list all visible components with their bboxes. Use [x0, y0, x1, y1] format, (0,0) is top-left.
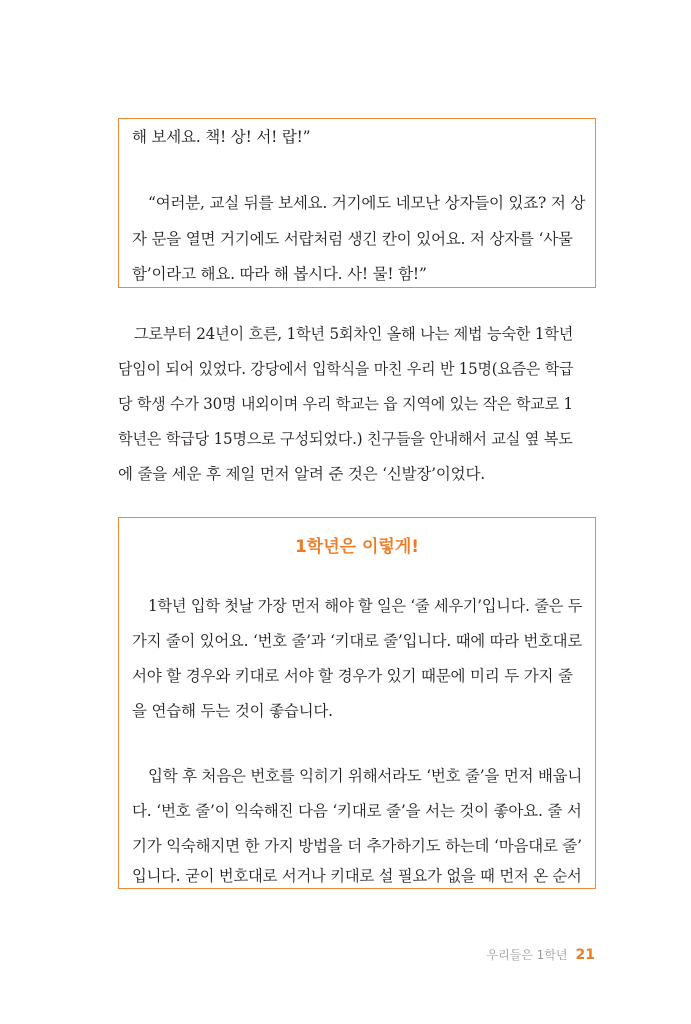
page-footer [487, 946, 596, 963]
body-line-3: 당 학생 수가 30명 내외이며 우리 학교는 읍 지역에 있는 작은 학교로 1 [118, 395, 573, 413]
body-line-5: 에 줄을 세운 후 제일 먼저 알려 준 것은 ‘신발장’이었다. [118, 465, 485, 483]
tip-para2-line-3: 기가 익숙해지면 한 가지 방법을 더 추가하기도 하는데 ‘마음대로 줄’ [132, 837, 582, 855]
body-line-1: 그로부터 24년이 흐른, 1학년 5회차인 올해 나는 제법 능숙한 1학년 [134, 325, 574, 343]
tip-box [118, 517, 596, 889]
body-line-4: 학년은 학급당 15명으로 구성되었다.) 친구들을 안내해서 교실 옆 복도 [118, 430, 573, 448]
tip-para1-line-2: 가지 줄이 있어요. ‘번호 줄’과 ‘키대로 줄’입니다. 때에 따라 번호대로 [132, 632, 583, 650]
tip-para1-line-1: 1학년 입학 첫날 가장 먼저 해야 할 일은 ‘줄 세우기’입니다. 줄은 두 [148, 597, 583, 615]
tip-para2-line-2: 다. ‘번호 줄’이 익숙해진 다음 ‘키대로 줄’을 서는 것이 좋아요. 줄 서 [132, 802, 582, 820]
tip-para1-line-3: 서야 할 경우와 키대로 서야 할 경우가 있기 때문에 미리 두 가지 줄 [132, 667, 573, 685]
box1-line-3: 자 문을 열면 거기에도 서랍처럼 생긴 칸이 있어요. 저 상자를 ‘사물 [132, 230, 573, 248]
box1-line-1: 해 보세요. 책! 상! 서! 랍!” [132, 128, 311, 146]
tip-para2-line-1: 입학 후 처음은 번호를 익히기 위해서라도 ‘번호 줄’을 먼저 배웁니 [148, 767, 583, 785]
page-number: 21 [575, 947, 595, 963]
tip-para2-line-4: 입니다. 굳이 번호대로 서거나 키대로 설 필요가 없을 때 먼저 온 순서 [132, 867, 582, 885]
box1-line-4: 함’이라고 해요. 따라 해 봅시다. 사! 물! 함!” [132, 265, 427, 283]
body-line-2: 담임이 되어 있었다. 강당에서 입학식을 마친 우리 반 15명(요즘은 학급 [118, 360, 574, 378]
tip-para1-line-4: 을 연습해 두는 것이 좋습니다. [132, 702, 333, 720]
running-title: 우리들은 1학년 [486, 948, 568, 962]
box1-line-2: “여러분, 교실 뒤를 보세요. 거기에도 네모난 상자들이 있죠? 저 상 [148, 194, 586, 212]
quote-box [118, 118, 596, 288]
tip-box-title: 1학년은 이렇게! [294, 537, 420, 557]
